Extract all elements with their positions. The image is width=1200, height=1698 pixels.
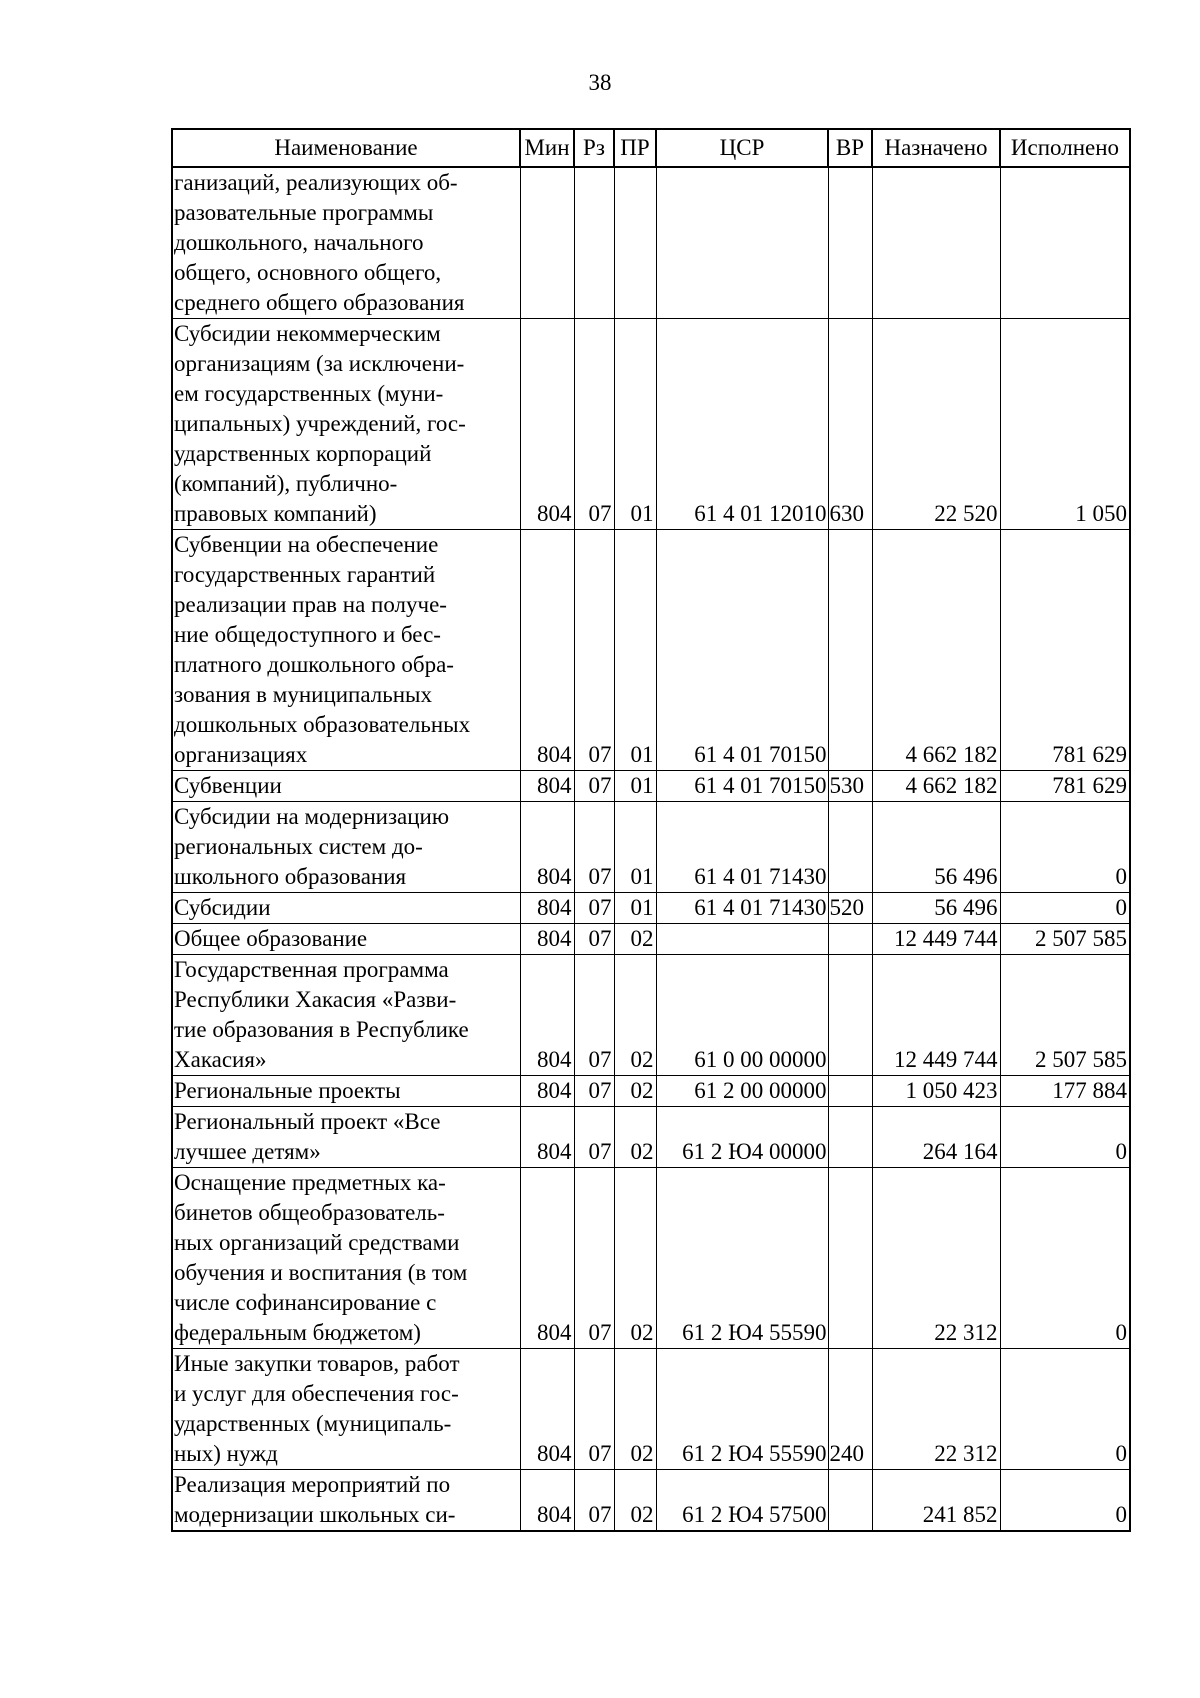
cell-pr: 02 xyxy=(614,924,656,955)
cell-vr: 520 xyxy=(828,893,872,924)
cell-vr xyxy=(828,924,872,955)
cell-executed: 1 050 xyxy=(1000,319,1130,530)
cell-min: 804 xyxy=(520,1470,574,1532)
cell-csr: 61 4 01 70150 xyxy=(656,771,828,802)
cell-executed: 781 629 xyxy=(1000,530,1130,771)
cell-executed: 781 629 xyxy=(1000,771,1130,802)
cell-assigned: 22 312 xyxy=(872,1349,1000,1470)
cell-name: Субвенции на обеспечение государственных гарантий реализации прав на получе- ние общедоступного и бес- платного дошкольного обра- зования в муниципальных дошкольных образовательных организациях xyxy=(172,530,520,771)
cell-rz: 07 xyxy=(574,1076,614,1107)
header-pr: ПР xyxy=(614,129,656,167)
page-number: 38 xyxy=(588,70,612,95)
cell-assigned: 22 312 xyxy=(872,1168,1000,1349)
cell-min: 804 xyxy=(520,1349,574,1470)
table-row xyxy=(172,802,1130,893)
cell-name: Региональные проекты xyxy=(172,1076,520,1107)
cell-csr: 61 2 Ю4 00000 xyxy=(656,1107,828,1168)
table-row xyxy=(172,893,1130,924)
cell-executed: 2 507 585 xyxy=(1000,955,1130,1076)
header-name: Наименование xyxy=(172,129,520,167)
cell-rz: 07 xyxy=(574,1168,614,1349)
budget-table xyxy=(171,128,1131,1532)
cell-min: 804 xyxy=(520,1168,574,1349)
table-row xyxy=(172,530,1130,771)
cell-csr: 61 2 00 00000 xyxy=(656,1076,828,1107)
cell-pr: 02 xyxy=(614,1107,656,1168)
cell-vr xyxy=(828,167,872,319)
header-assigned: Назначено xyxy=(872,129,1000,167)
table-row xyxy=(172,955,1130,1076)
cell-executed: 0 xyxy=(1000,893,1130,924)
cell-assigned: 1 050 423 xyxy=(872,1076,1000,1107)
cell-min: 804 xyxy=(520,1076,574,1107)
cell-executed: 0 xyxy=(1000,1168,1130,1349)
cell-csr: 61 2 Ю4 55590 xyxy=(656,1168,828,1349)
cell-name: Субвенции xyxy=(172,771,520,802)
cell-pr: 02 xyxy=(614,1349,656,1470)
cell-min: 804 xyxy=(520,802,574,893)
cell-min: 804 xyxy=(520,955,574,1076)
cell-rz: 07 xyxy=(574,1470,614,1532)
cell-assigned: 12 449 744 xyxy=(872,924,1000,955)
cell-executed: 2 507 585 xyxy=(1000,924,1130,955)
cell-rz xyxy=(574,167,614,319)
table-row xyxy=(172,924,1130,955)
cell-name: Оснащение предметных ка- бинетов общеобразователь- ных организаций средствами обучения и воспитания (в том числе софинансирование с федеральным бюджетом) xyxy=(172,1168,520,1349)
cell-assigned: 12 449 744 xyxy=(872,955,1000,1076)
cell-min: 804 xyxy=(520,530,574,771)
cell-vr xyxy=(828,955,872,1076)
cell-name: Реализация мероприятий по модернизации школьных си- xyxy=(172,1470,520,1532)
cell-executed xyxy=(1000,167,1130,319)
table-row xyxy=(172,1349,1130,1470)
cell-executed: 177 884 xyxy=(1000,1076,1130,1107)
cell-assigned: 22 520 xyxy=(872,319,1000,530)
cell-pr: 02 xyxy=(614,955,656,1076)
cell-pr: 02 xyxy=(614,1168,656,1349)
cell-vr xyxy=(828,1470,872,1532)
cell-name: Государственная программа Республики Хакасия «Разви- тие образования в Республике Хакасия» xyxy=(172,955,520,1076)
cell-executed: 0 xyxy=(1000,1470,1130,1532)
cell-assigned xyxy=(872,167,1000,319)
cell-csr: 61 4 01 71430 xyxy=(656,893,828,924)
cell-name: ганизаций, реализующих об- разовательные программы дошкольного, начального общего, основного общего, среднего общего образования xyxy=(172,167,520,319)
cell-name: Региональный проект «Все лучшее детям» xyxy=(172,1107,520,1168)
cell-vr xyxy=(828,1168,872,1349)
cell-csr: 61 2 Ю4 55590 xyxy=(656,1349,828,1470)
cell-vr: 240 xyxy=(828,1349,872,1470)
cell-rz: 07 xyxy=(574,771,614,802)
cell-pr: 01 xyxy=(614,319,656,530)
cell-min: 804 xyxy=(520,924,574,955)
header-min: Мин xyxy=(520,129,574,167)
header-row xyxy=(172,129,1130,167)
cell-executed: 0 xyxy=(1000,1107,1130,1168)
cell-vr: 530 xyxy=(828,771,872,802)
cell-csr: 61 4 01 70150 xyxy=(656,530,828,771)
cell-executed: 0 xyxy=(1000,1349,1130,1470)
cell-name: Субсидии xyxy=(172,893,520,924)
table-header xyxy=(172,129,1130,167)
table-row xyxy=(172,1107,1130,1168)
cell-assigned: 4 662 182 xyxy=(872,771,1000,802)
cell-pr: 02 xyxy=(614,1470,656,1532)
cell-rz: 07 xyxy=(574,1349,614,1470)
cell-min: 804 xyxy=(520,1107,574,1168)
cell-vr xyxy=(828,1076,872,1107)
cell-rz: 07 xyxy=(574,802,614,893)
cell-pr: 01 xyxy=(614,771,656,802)
cell-assigned: 264 164 xyxy=(872,1107,1000,1168)
cell-csr: 61 2 Ю4 57500 xyxy=(656,1470,828,1532)
cell-csr: 61 0 00 00000 xyxy=(656,955,828,1076)
header-executed: Исполнено xyxy=(1000,129,1130,167)
header-rz: Рз xyxy=(574,129,614,167)
cell-assigned: 241 852 xyxy=(872,1470,1000,1532)
cell-rz: 07 xyxy=(574,893,614,924)
cell-rz: 07 xyxy=(574,530,614,771)
cell-name: Субсидии на модернизацию региональных систем до- школьного образования xyxy=(172,802,520,893)
cell-vr xyxy=(828,802,872,893)
cell-assigned: 56 496 xyxy=(872,802,1000,893)
header-csr: ЦСР xyxy=(656,129,828,167)
cell-vr xyxy=(828,1107,872,1168)
cell-pr: 01 xyxy=(614,802,656,893)
cell-rz: 07 xyxy=(574,924,614,955)
cell-pr: 01 xyxy=(614,893,656,924)
cell-csr xyxy=(656,924,828,955)
table-row xyxy=(172,319,1130,530)
cell-rz: 07 xyxy=(574,1107,614,1168)
table-body xyxy=(172,167,1130,1531)
cell-rz: 07 xyxy=(574,955,614,1076)
cell-min xyxy=(520,167,574,319)
table-row xyxy=(172,771,1130,802)
table-row xyxy=(172,1470,1130,1532)
cell-assigned: 56 496 xyxy=(872,893,1000,924)
cell-vr: 630 xyxy=(828,319,872,530)
cell-pr: 02 xyxy=(614,1076,656,1107)
cell-min: 804 xyxy=(520,771,574,802)
cell-min: 804 xyxy=(520,893,574,924)
cell-min: 804 xyxy=(520,319,574,530)
cell-vr xyxy=(828,530,872,771)
cell-name: Иные закупки товаров, работ и услуг для обеспечения гос- ударственных (муниципаль- ных) нужд xyxy=(172,1349,520,1470)
cell-csr: 61 4 01 12010 xyxy=(656,319,828,530)
cell-pr xyxy=(614,167,656,319)
table-row xyxy=(172,167,1130,319)
cell-rz: 07 xyxy=(574,319,614,530)
header-vr: ВР xyxy=(828,129,872,167)
cell-executed: 0 xyxy=(1000,802,1130,893)
cell-assigned: 4 662 182 xyxy=(872,530,1000,771)
table-row xyxy=(172,1168,1130,1349)
cell-pr: 01 xyxy=(614,530,656,771)
cell-name: Субсидии некоммерческим организациям (за исключени- ем государственных (муни- ципальных) учреждений, гос- ударственных корпораций (компаний), публично- правовых компаний) xyxy=(172,319,520,530)
cell-name: Общее образование xyxy=(172,924,520,955)
cell-csr xyxy=(656,167,828,319)
cell-csr: 61 4 01 71430 xyxy=(656,802,828,893)
table-row xyxy=(172,1076,1130,1107)
